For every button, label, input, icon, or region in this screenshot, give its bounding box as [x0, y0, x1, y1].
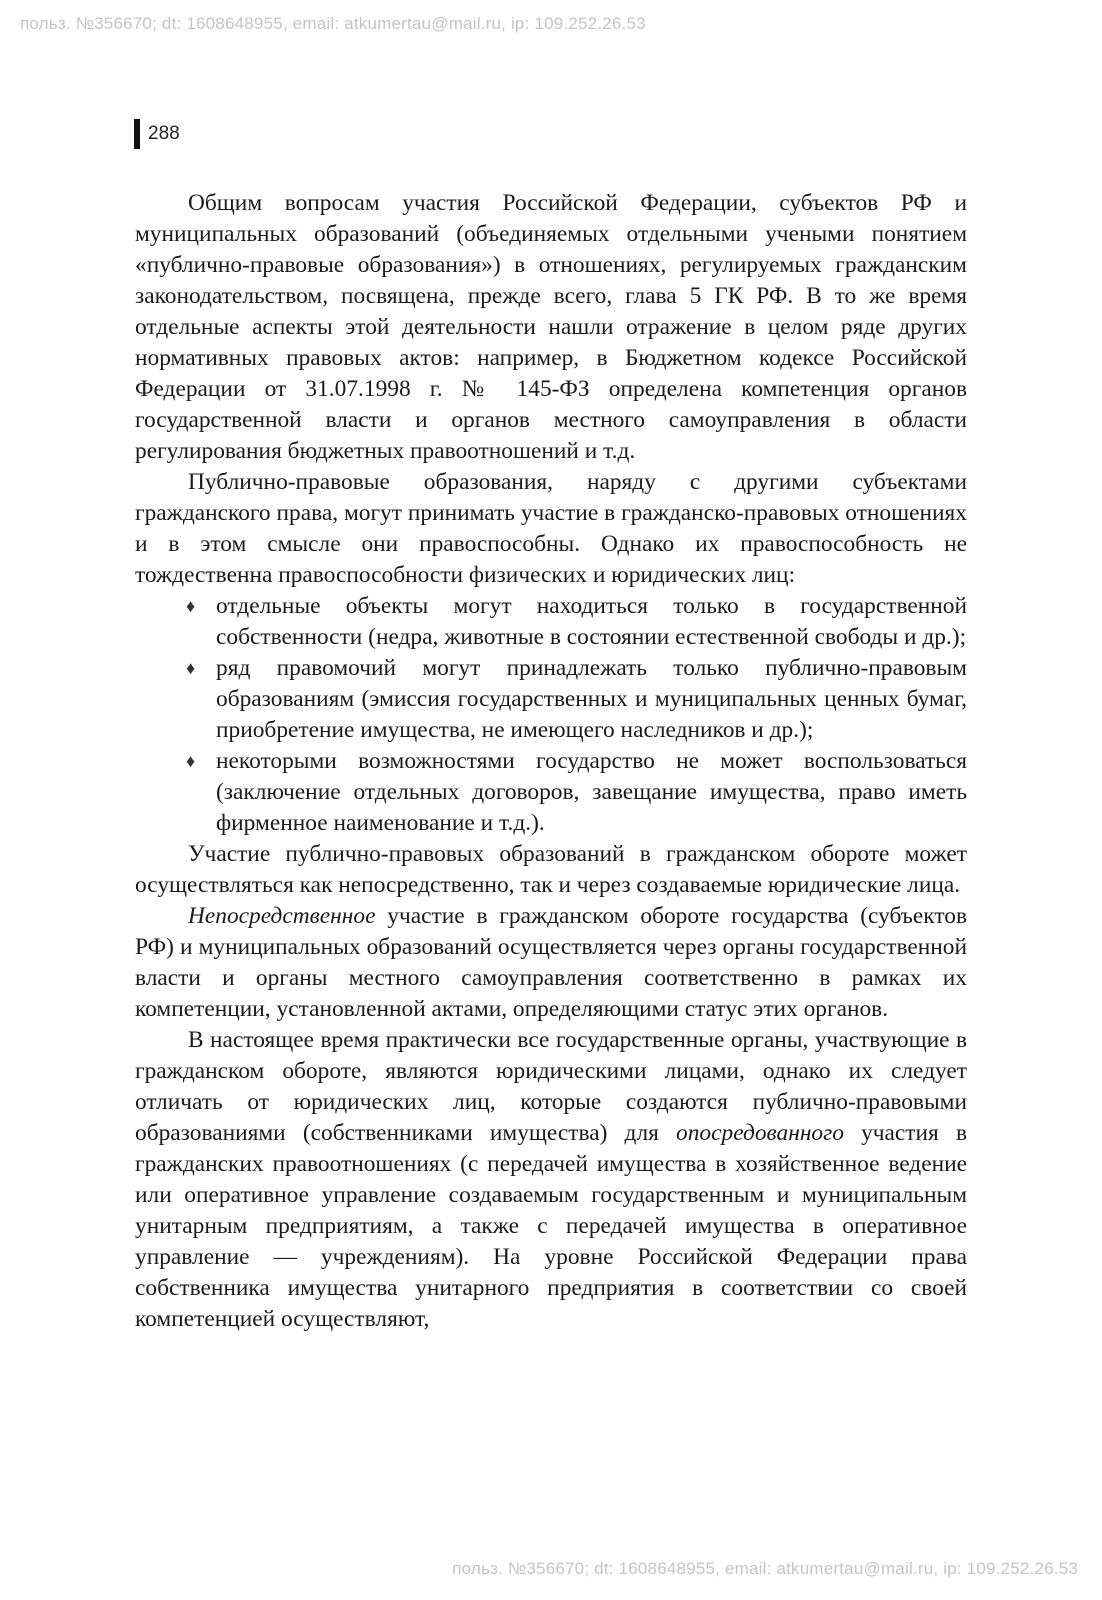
diamond-bullet-icon: ♦	[186, 658, 196, 678]
list-item	[186, 591, 967, 653]
paragraph-3: Участие публично-правовых образований в гражданском обороте может осуществляться как непосредственно, так и через создаваемые юридические лица.	[135, 841, 967, 898]
italic-term-indirect: опосредованного	[676, 1120, 844, 1146]
list-item	[186, 653, 967, 746]
paragraph-5-start: В настоящее время практически все государственные органы, участвующие в гражданском обороте, являются юридическими лицами, однако их следует отличать от юридических лиц, которые создаются публично-правовыми образованиями (собственниками имущества) для	[135, 1027, 967, 1146]
paragraph-1: Общим вопросам участия Российской Федерации, субъектов РФ и муниципальных образований (объединяемых отдельными учеными понятием «публично-правовые образования») в отношениях, регулируемых гражданским законодательством, посвящена, прежде всего, глава 5 ГК РФ. В то же время отдельные аспекты этой деятельности нашли отражение в целом ряде других нормативных правовых актов: например, в Бюджетном кодексе Российской Федерации от 31.07.1998 г. № 145-ФЗ определена компетенция органов государственной власти и органов местного самоуправления в области регулирования бюджетных правоотношений и т.д.	[135, 190, 967, 464]
paragraph-4	[135, 901, 967, 1025]
paragraph-2: Публично-правовые образования, наряду с другими субъектами гражданского права, могут принимать участие в гражданско-правовых отношениях и в этом смысле они правоспособны. Однако их правоспособность не тождественна правоспособности физических и юридических лиц:	[135, 469, 967, 588]
page-body	[135, 188, 967, 1335]
list-item-text: отдельные объекты могут находиться только в государственной собственности (недра, животные в состоянии естественной свободы и др.);	[216, 593, 967, 650]
paragraph-5-text: участия в гражданских правоотношениях (с передачей имущества в хозяйственное ведение или оперативное управление создаваемым государственным и муниципальным унитарным предприятиям, а также с передачей имущества в оперативное управление — учреждениям). На уровне Российской Федерации права собственника имущества унитарного предприятия в соответствии со своей компетенцией осуществляют,	[135, 1120, 967, 1332]
diamond-bullet-icon: ♦	[186, 596, 196, 616]
diamond-bullet-icon: ♦	[186, 751, 196, 771]
page-number-text: 288	[148, 123, 180, 144]
bullet-list	[135, 591, 967, 839]
watermark-bottom: польз. №356670; dt: 1608648955, email: atkumertau@mail.ru, ip: 109.252.26.53	[452, 1559, 1078, 1578]
list-item	[186, 746, 967, 839]
list-item-text: некоторыми возможностями государство не может воспользоваться (заключение отдельных договоров, завещание имущества, право иметь фирменное наименование и т.д.).	[216, 748, 967, 836]
italic-term-direct: Непосредственное	[188, 903, 376, 929]
paragraph-5	[135, 1025, 967, 1335]
list-item-text: ряд правомочий могут принадлежать только публично-правовым образованиям (эмиссия государственных и муниципальных ценных бумаг, приобретение имущества, не имеющего наследников и др.);	[216, 655, 967, 743]
paragraph-4-text: участие в гражданском обороте государства (субъектов РФ) и муниципальных образований осуществляется через органы государственной власти и органы местного самоуправления соответственно в рамках их компетенции, установленной актами, определяющими статус этих органов.	[135, 903, 967, 1022]
watermark-top: польз. №356670; dt: 1608648955, email: atkumertau@mail.ru, ip: 109.252.26.53	[20, 14, 646, 33]
page-number-bar	[134, 119, 140, 149]
page-number	[134, 120, 180, 148]
